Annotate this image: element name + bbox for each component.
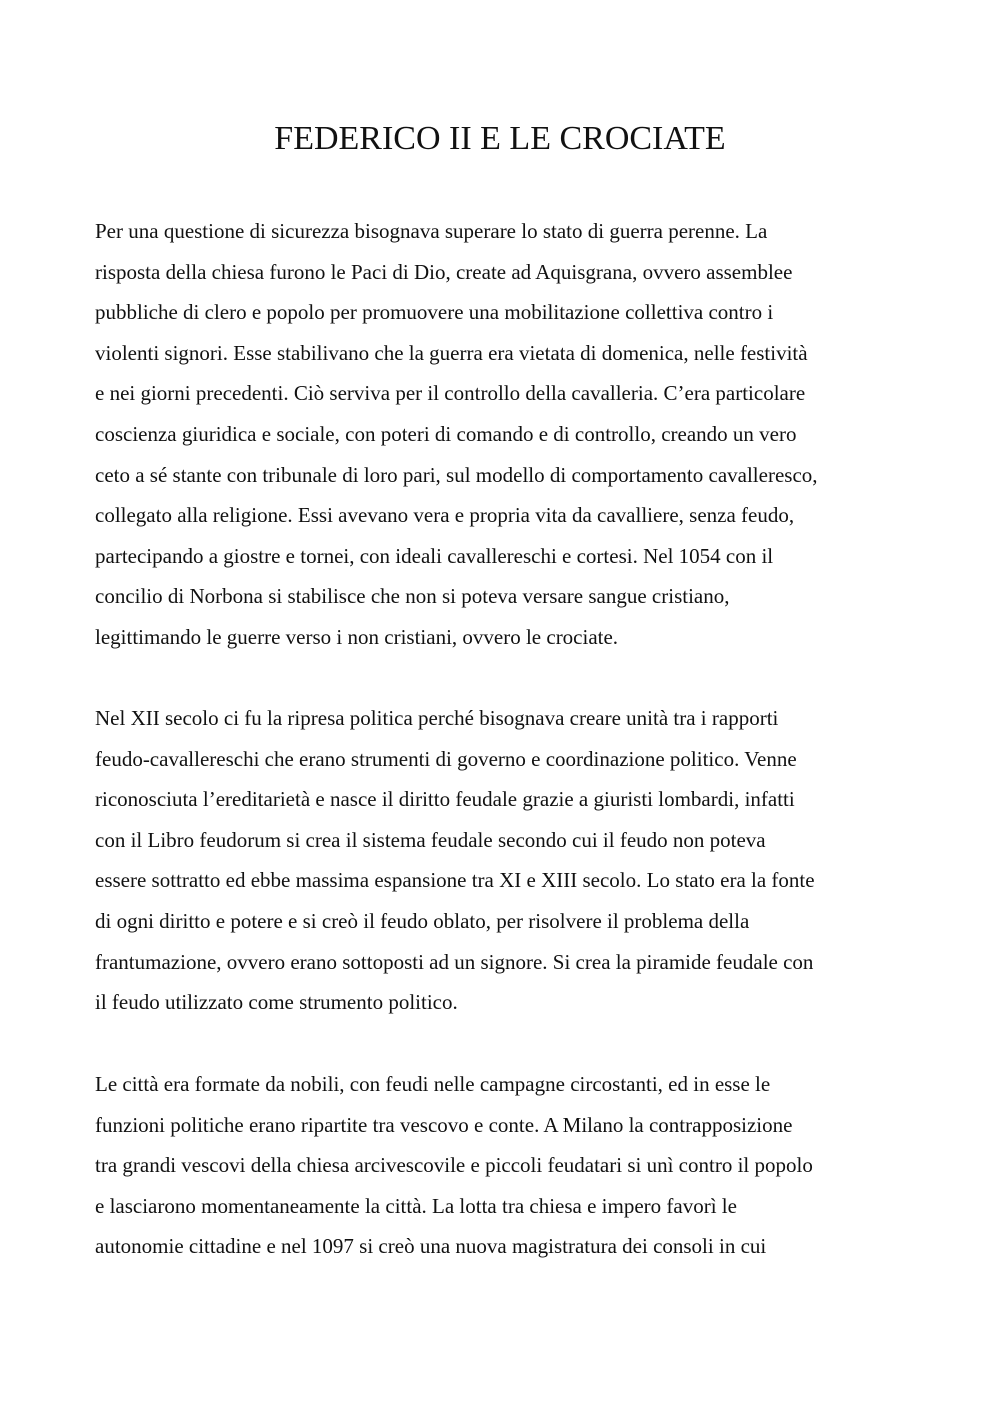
text-line: ceto a sé stante con tribunale di loro pari, sul modello di comportamento cavalleresco, — [95, 462, 818, 487]
text-line: con il Libro feudorum si crea il sistema feudale secondo cui il feudo non poteva — [95, 827, 766, 852]
text-line: essere sottratto ed ebbe massima espansione tra XI e XIII secolo. Lo stato era la fonte — [95, 868, 815, 893]
paragraph-1 — [95, 211, 925, 658]
text-line: autonomie cittadine e nel 1097 si creò una nuova magistratura dei consoli in cui — [95, 1234, 767, 1259]
paragraph-2 — [95, 698, 925, 1023]
document-title: FEDERICO II E LE CROCIATE — [274, 120, 726, 157]
text-line: di ogni diritto e potere e si creò il feudo oblato, per risolvere il problema della — [95, 908, 750, 933]
text-line: legittimando le guerre verso i non cristiani, ovvero le crociate. — [95, 624, 619, 649]
text-line: risposta della chiesa furono le Paci di Dio, create ad Aquisgrana, ovvero assemblee — [95, 259, 793, 284]
text-line: collegato alla religione. Essi avevano vera e propria vita da cavalliere, senza feudo, — [95, 503, 795, 528]
text-line: Nel XII secolo ci fu la ripresa politica perché bisognava creare unità tra i rapporti — [95, 706, 779, 730]
text-line: pubbliche di clero e popolo per promuovere una mobilitazione collettiva contro i — [95, 300, 774, 325]
text-line: tra grandi vescovi della chiesa arcivescovile e piccoli feudatari si unì contro il popolo — [95, 1153, 813, 1178]
text-line: frantumazione, ovvero erano sottoposti ad un signore. Si crea la piramide feudale con — [95, 949, 814, 974]
text-line: partecipando a giostre e tornei, con ideali cavallereschi e cortesi. Nel 1054 con il — [95, 543, 774, 568]
text-line: funzioni politiche erano ripartite tra vescovo e conte. A Milano la contrapposizione — [95, 1112, 793, 1137]
text-line: e lasciarono momentaneamente la città. La lotta tra chiesa e impero favorì le — [95, 1193, 737, 1218]
paragraph-3 — [95, 1064, 925, 1267]
text-line: violenti signori. Esse stabilivano che la guerra era vietata di domenica, nelle festività — [95, 340, 808, 365]
text-line: coscienza giuridica e sociale, con poteri di comando e di controllo, creando un vero — [95, 421, 797, 446]
text-line: Le città era formate da nobili, con feudi nelle campagne circostanti, ed in esse le — [95, 1072, 771, 1096]
text-line: il feudo utilizzato come strumento politico. — [95, 990, 458, 1015]
text-line: e nei giorni precedenti. Ciò serviva per il controllo della cavalleria. C’era particolare — [95, 381, 806, 406]
text-line: Per una questione di sicurezza bisognava superare lo stato di guerra perenne. La — [95, 219, 768, 243]
text-line: concilio di Norbona si stabilisce che non si poteva versare sangue cristiano, — [95, 584, 730, 609]
text-line: riconosciuta l’ereditarietà e nasce il diritto feudale grazie a giuristi lombardi, infatti — [95, 787, 795, 812]
text-line: feudo-cavallereschi che erano strumenti di governo e coordinazione politico. Venne — [95, 746, 797, 771]
